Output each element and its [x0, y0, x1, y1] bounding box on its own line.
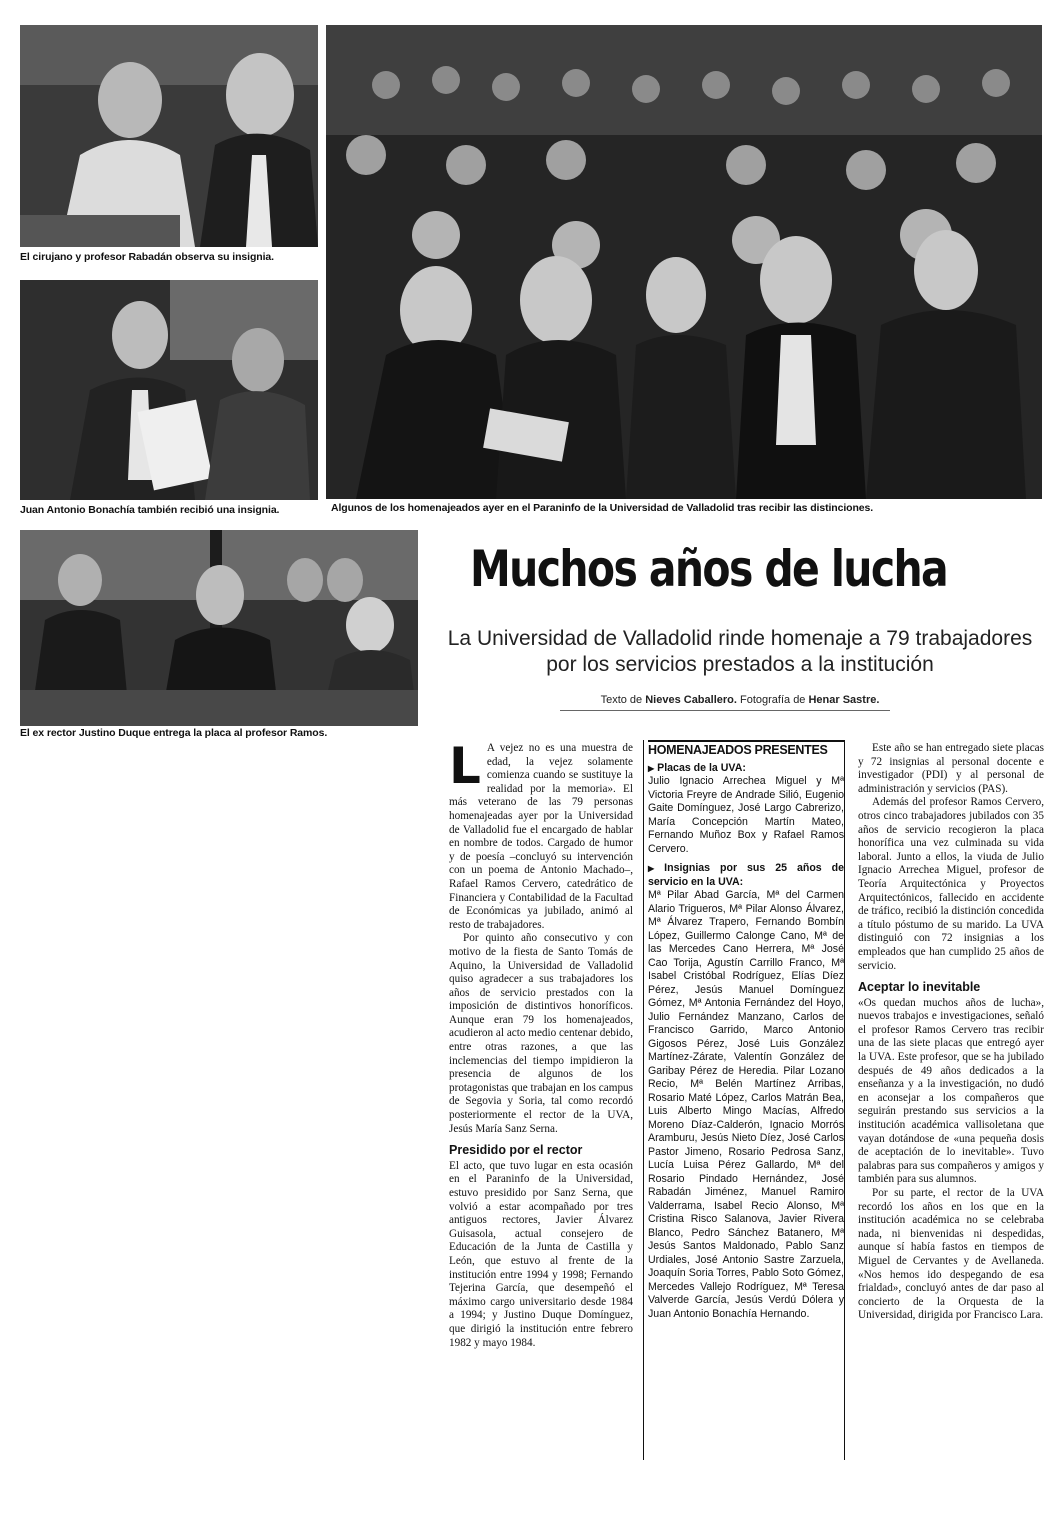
- photo-surgeon-insignia: [20, 25, 318, 247]
- byline-rule: [560, 710, 890, 711]
- byline-photo-prefix: Fotografía de: [736, 694, 809, 706]
- article-paragraph-1: [449, 737, 633, 932]
- photo1-caption: El cirujano y profesor Rabadán observa su insignia.: [20, 251, 274, 263]
- article-paragraph-2: Por quinto año consecutivo y con motivo de la fiesta de Santo Tomás de Aquino, la Universidad de Valladolid quiso agradecer a sus trabajadores los años de servicio prestados con la imposición de distintivos honoríficos. Aunque eran 79 los homenajeados, acudieron al acto medio centenar debido, entre otras razones, a que las inclemencias del tiempo impidieron la presencia de algunos de los protagonistas que trabajan en los campus de Segovia y Soria, tal como recordó posteriormente el rector de la UVA, Jesús María Sanz Serna.: [449, 932, 633, 1135]
- photo4-caption: El ex rector Justino Duque entrega la placa al profesor Ramos.: [20, 727, 328, 739]
- byline-author: Nieves Caballero.: [645, 694, 737, 706]
- article-paragraph-7: Por su parte, el rector de la UVA recordó los años en los que en la institución académica no se celebraba nada, ni bienvenidas ni despedidas, aunque sí había fastos en tiempos de Miguel de Cervantes y de Avellaneda. «Nos hemos ido despegando de esa frialdad», concluyó antes de dar paso al concierto de la Orquesta de la Universidad, dirigida por Francisco Lara.: [858, 1187, 1044, 1322]
- sidebar-honorees: [643, 740, 845, 1460]
- photo2-caption: Juan Antonio Bonachía también recibió una insignia.: [20, 504, 280, 516]
- article-paragraph-1-text: A vejez no es una muestra de edad, la vejez solamente comienza cuando se sustituye la realidad por la memoria». El más veterano de las 79 personas homenajeadas ayer por la Universidad de Valladolid fue el encargado de hablar en nombre de todos. Cargado de humor y de poesía –concluyó su intervención con un poema de Antonio Machado–, Rafael Ramos Cervero, catedrático de Financiera y Contabilidad de la Facultad de Económicas ya jubilado, animó al resto de trabajadores.: [449, 742, 633, 931]
- byline-text-prefix: Texto de: [600, 694, 646, 706]
- article-column-3: [858, 742, 1044, 1323]
- sidebar-section-insignias-list: Mª Pilar Abad García, Mª del Carmen Alario Trigueros, Mª Pilar Alonso Álvarez, Mª Álvarez Trapero, Fernando Bombín López, Guillermo Calonge Cano, Mª de las Mercedes Cano Herrera, Mª José Cao Torija, Agustín Carrillo Franco, Mª Isabel Cristóbal Rodríguez, Elías Díez Pérez, Jesús Manuel Domínguez Gómez, Mª Antonia Fernández del Hoyo, Julio Fernández Manzano, Carlos de Francisco Garrido, Marco Antonio Gigosos Pérez, José Luis González Martínez-Zárate, Valentín González de Garibay Pérez de Heredia. Pilar Lozano Recio, Mª Belén Martínez Arribas, Rosario Maté López, Carlos Matrán Bea, Luis Alberto Mingo Macías, Alfredo Moreno Díaz-Calderón, Ignacio Morrós Aramburu, Jesús Nieto Díez, José Carlos Pastor Jimeno, Rosario Pedrosa Sanz, Lucía Luisa Pérez Gallardo, Mª del Rosario Pindado Hernández, José Rabadán Jiménez, Manuel Ramiro Valderrama, Isabel Recio Alonso, Mª Cristina Risco Salanova, Javier Rivera Blanco, Pedro Sánchez Batanero, Mª Jesús Santos Maldonado, Pablo Sanz Urdiales, José Antonio Sastre Zarzuela, Joaquín Soria Torres, Pablo Soto Gómez, Mercedes Vallejo Rodríguez, Mª Teresa Valverde García, Jesús Verdú Dólera y Juan Antonio Bonachía Hernando.: [648, 889, 844, 1320]
- photo-bonachia-insignia: [20, 280, 318, 500]
- sidebar-section-plaques-list: Julio Ignacio Arrechea Miguel y Mª Victoria Freyre de Andrade Silió, Eugenio Gaite Domínguez, José Largo Cabrerizo, María Concepción Martín Mateo, Fernando Muñoz Box y Rafael Ramos Cervero.: [648, 775, 844, 855]
- photo3-caption: Algunos de los homenajeados ayer en el Paraninfo de la Universidad de Valladolid tras recibir las distinciones.: [331, 502, 874, 514]
- subheadline: La Universidad de Valladolid rinde homenaje a 79 trabajadores por los servicios prestados a la institución: [447, 627, 1033, 676]
- article-column-1: [449, 737, 633, 1350]
- article-paragraph-6: «Os quedan muchos años de lucha», nuevos trabajos e investigaciones, señaló el profesor Ramos Cervero tras recibir una de las siete placas que entregó ayer la UVA. Este profesor, que se ha jubilado después de 49 años dedicados a la enseñanza y a la investigación, no dudó en aconsejar a los compañeros que seguirán prestando sus servicios a la institución académica vallisoletana que vayan dotándose de «una pequeña dosis de aceptación de lo inevitable». Tuvo palabras para sus compañeros y amigos y también para sus alumnos.: [858, 996, 1044, 1186]
- photo-ex-rector-plaque: [20, 530, 418, 726]
- sidebar-section-plaques-title: ▶ Placas de la UVA:: [648, 762, 844, 776]
- byline: [440, 694, 1040, 706]
- sidebar-title: HOMENAJEADOS PRESENTES: [648, 740, 844, 758]
- byline-photographer: Henar Sastre.: [808, 694, 880, 706]
- photo-audience-paraninfo: [326, 25, 1042, 499]
- sidebar-section-insignias-title: ▶ Insignias por sus 25 años de servicio en la UVA:: [648, 862, 844, 889]
- article-subtitle-1: Presidido por el rector: [449, 1143, 583, 1158]
- article-subtitle-2: Aceptar lo inevitable: [858, 980, 981, 995]
- article-paragraph-4: Este año se han entregado siete placas y 72 insignias al personal docente e investigador (PDI) y al personal de administración y servicios (PAS).: [858, 742, 1044, 795]
- article-paragraph-5: Además del profesor Ramos Cervero, otros cinco trabajadores jubilados con 35 años de servicio recogieron la placa honorífica una vez culminada su vida laboral. Junto a ellos, la viuda de Julio Ignacio Arrechea Miguel, profesor de Teoría Arquitectónica y Proyectos Arquitectónicos, fallecido en accidente de tráfico, recibió la distinción concedida a título póstumo de su marido. La UVA distinguió con 72 insignias a los empleados que han cumplido 25 años de servicio.: [858, 796, 1044, 972]
- drop-cap: L: [449, 737, 481, 795]
- article-paragraph-3: El acto, que tuvo lugar en esta ocasión en el Paraninfo de la Universidad, estuvo presidido por Sanz Serna, que volvió a estar acompañado por tres antiguos rectores, Javier Álvarez Guisasola, actual consejero de Educación de la Junta de Castilla y León, que estuvo al frente de la institución entre 1994 y 1998; Fernando Tejerina García, que desempeñó el máximo cargo universitario desde 1984 a 1994; y Justino Duque Domínguez, que dirigió la institución entre febrero 1982 y mayo 1984.: [449, 1159, 633, 1349]
- headline: Muchos años de lucha: [470, 540, 948, 598]
